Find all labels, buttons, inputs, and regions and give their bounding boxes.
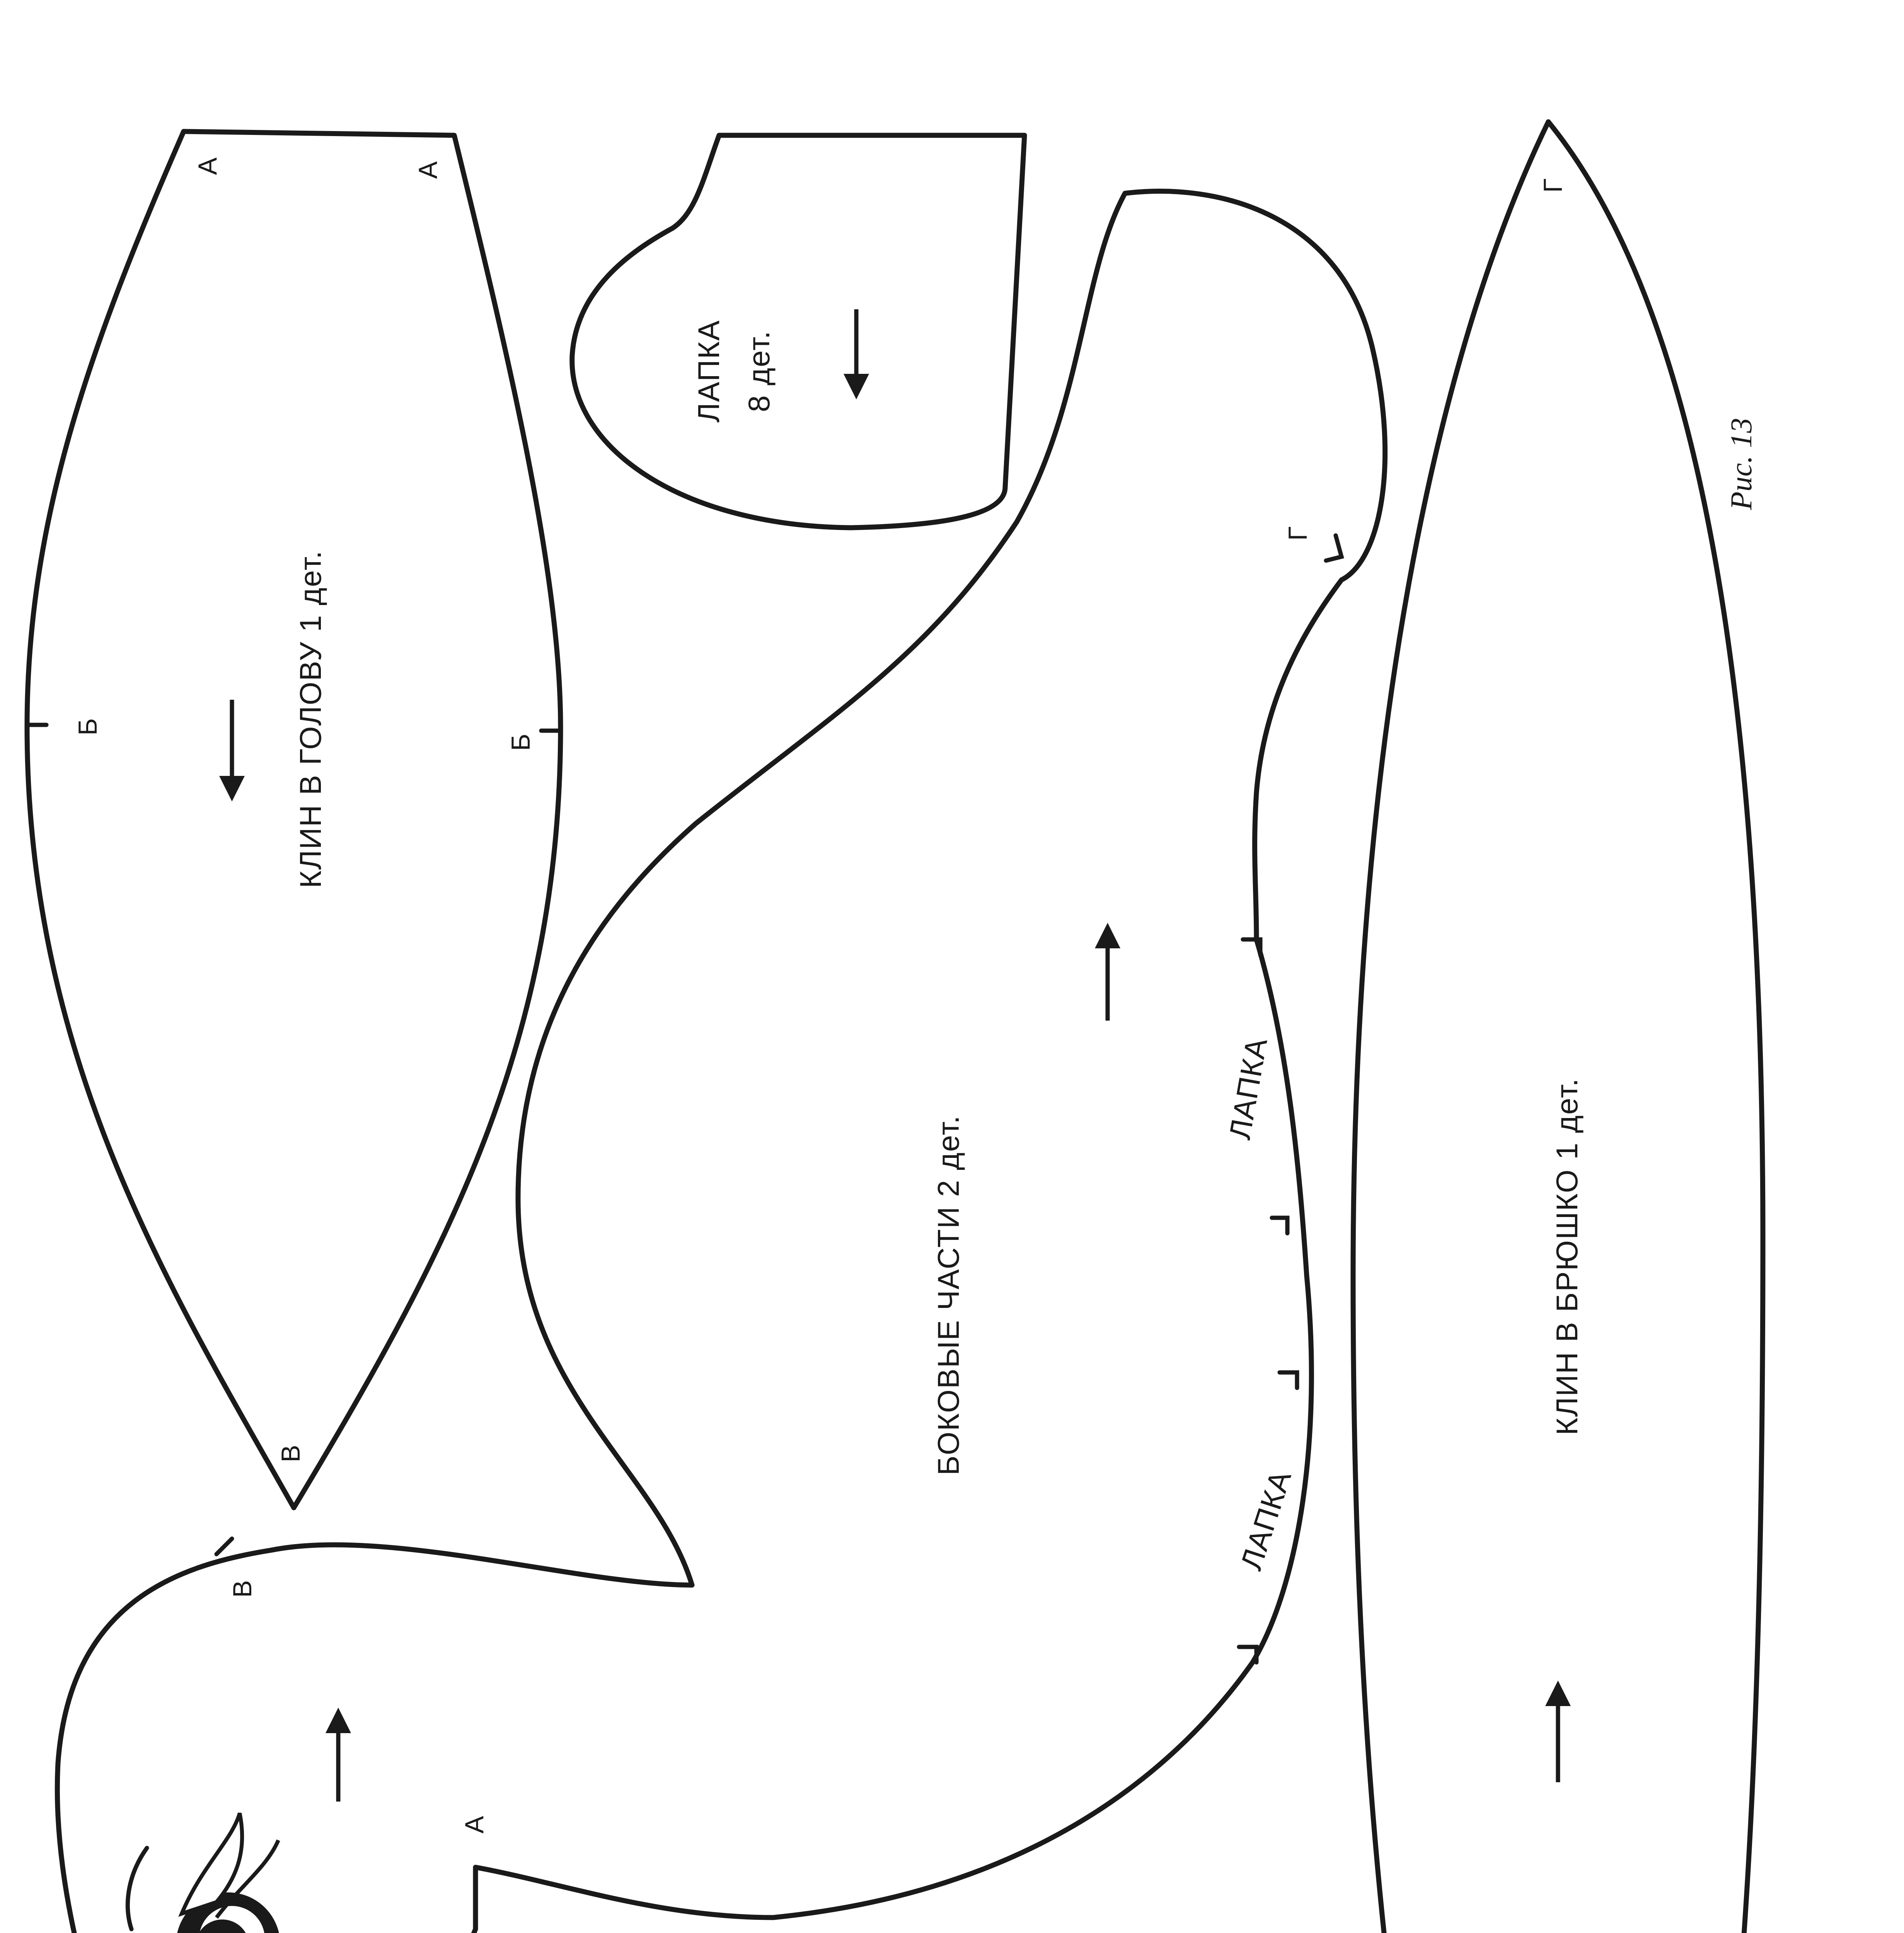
- belly-gusset-piece: [1353, 122, 1763, 1933]
- side-parts-piece: [57, 191, 1385, 1933]
- side-notch-paw-2-start: [1280, 1372, 1297, 1388]
- head-gusset-point-a-left: А: [193, 157, 222, 175]
- head-gusset-label: КЛИН В ГОЛОВУ 1 дет.: [293, 550, 327, 888]
- paw-piece: [572, 135, 1024, 528]
- side-point-a: А: [460, 1816, 489, 1834]
- side-parts-label: БОКОВЫЕ ЧАСТИ 2 дет.: [931, 1115, 965, 1476]
- head-gusset-piece: [27, 131, 561, 1508]
- side-paw-mark-1: ЛАПКА: [1222, 1035, 1274, 1142]
- belly-gusset-label: КЛИН В БРЮШКО 1 дет.: [1550, 1077, 1584, 1435]
- figure-caption: Рис. 13: [1724, 418, 1758, 510]
- head-gusset-point-v: В: [276, 1445, 305, 1463]
- paw-label-line2: 8 дет.: [742, 330, 776, 413]
- side-notch-g: [1326, 535, 1341, 561]
- side-notch-v: [216, 1539, 232, 1554]
- side-point-g: Г: [1283, 526, 1313, 541]
- eyebrow-mark: [128, 1848, 147, 1929]
- side-paw-mark-2: ЛАПКА: [1234, 1466, 1298, 1574]
- paw-label-line1: ЛАПКА: [692, 320, 726, 423]
- belly-gusset-outline: [1353, 122, 1763, 1933]
- belly-point-g: Г: [1538, 178, 1568, 193]
- head-gusset-point-b-right: Б: [506, 733, 535, 751]
- head-gusset-point-a-right: А: [413, 161, 443, 179]
- paw-outline: [572, 135, 1024, 528]
- eye-icon: [176, 1813, 280, 1933]
- head-gusset-point-b-left: Б: [73, 718, 102, 736]
- side-parts-outline: [57, 191, 1385, 1933]
- side-notch-paw-1-end: [1272, 1218, 1287, 1233]
- side-point-v: В: [228, 1580, 257, 1598]
